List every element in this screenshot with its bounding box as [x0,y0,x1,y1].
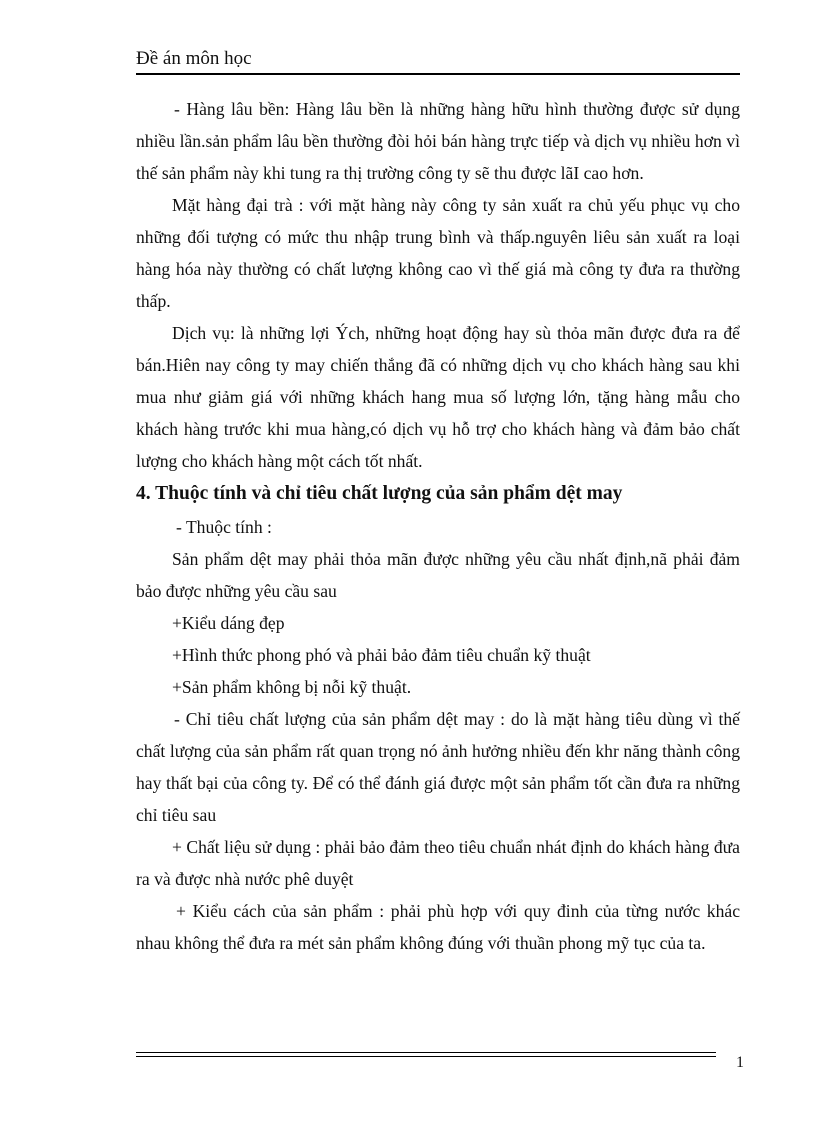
footer-rule [136,1052,716,1057]
document-body [136,93,740,959]
page-number: 1 [736,1054,744,1071]
paragraph-services: Dịch vụ: là những lợi Ých, những hoạt động hay sù thỏa mãn được đưa ra để bán.Hiên nay công ty may chiến thắng đã có những dịch vụ cho khách hàng sau khi mua như giảm giá với những khách hang mua số lượng lớn, tặng hàng mẫu cho khách hàng trước khi mua hàng,có dịch vụ hỗ trợ cho khách hàng và đảm bảo chất lượng cho khách hàng một cách tốt nhất. [136,323,740,471]
list-item-style: +Kiểu dáng đẹp [172,613,285,633]
paragraph-requirements: Sản phẩm dệt may phải thỏa mãn được những yêu cầu nhất định,nã phải đảm bảo được những yêu cầu sau [136,549,740,601]
section-heading: 4. Thuộc tính và chỉ tiêu chất lượng của sản phẩm dệt may [136,483,623,504]
list-item-form: +Hình thức phong phó và phải bảo đảm tiêu chuẩn kỹ thuật [172,645,591,665]
page-header: Đề án môn học [136,48,740,75]
paragraph-quality-criteria: - Chỉ tiêu chất lượng của sản phẩm dệt may : do là mặt hàng tiêu dùng vì thế chất lượng của sản phẩm rất quan trọng nó ảnh hưởng nhiều đến khr năng thành công hay thất bại của công ty. Để có thể đánh giá được một sản phẩm tốt cần đưa ra những chỉ tiêu sau [136,709,740,825]
line-attributes-label: - Thuộc tính : [176,517,272,537]
list-item-material: + Chất liệu sử dụng : phải bảo đảm theo tiêu chuẩn nhát định do khách hàng đưa ra và được nhà nước phê duyệt [136,837,740,889]
paragraph-durable-goods: - Hàng lâu bền: Hàng lâu bền là những hàng hữu hình thường được sử dụng nhiều lần.sản phẩm lâu bền thường đòi hỏi bán hàng trực tiếp và dịch vụ nhiều hơn vì thế sản phẩm này khi tung ra thị trường công ty sẽ thu được lãI cao hơn. [136,99,740,183]
list-item-design: + Kiểu cách của sản phẩm : phải phù hợp với quy đinh của từng nước khác nhau không thể đưa ra mét sản phẩm không đúng với thuần phong mỹ tục của ta. [136,901,740,953]
list-item-defect: +Sản phẩm không bị nỗi kỹ thuật. [172,677,412,697]
paragraph-mass-goods: Mặt hàng đại trà : với mặt hàng này công ty sản xuất ra chủ yếu phục vụ cho những đối tượng có mức thu nhập trung bình và thấp.nguyên liêu sản xuất ra loại hàng hóa này thường có chất lượng không cao vì thế giá mà công ty đưa ra thường thấp. [136,195,740,311]
